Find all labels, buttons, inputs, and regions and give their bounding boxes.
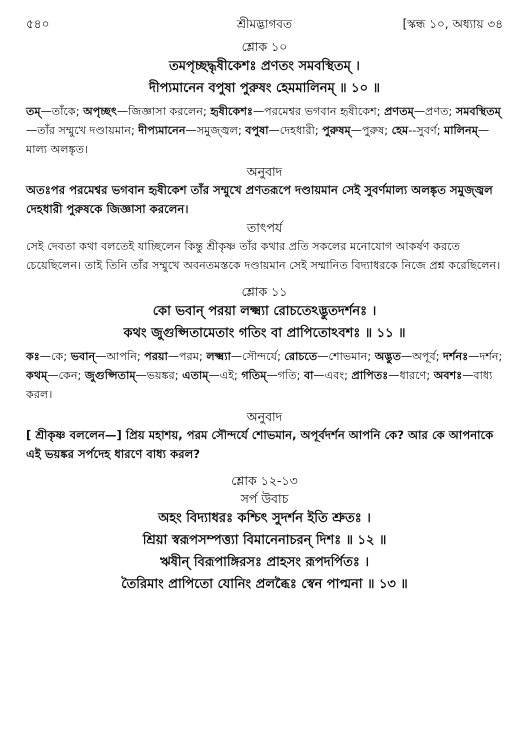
synonym-word: পুরুষম্ — [322, 124, 351, 137]
synonym-meaning: —জিজ্ঞাসা করলেন; — [116, 105, 211, 118]
synonym-word: জুগুপ্সিতাম্ — [84, 369, 136, 382]
verse-line: কথং জুগুপ্সিতামেতাং গতিং বা প্রাপিতোঽবশঃ ॥ ১১ ॥ — [123, 326, 406, 341]
synonym-word: রোচতে — [284, 350, 318, 363]
synonym-word: অবশঃ — [433, 369, 463, 382]
synonym-meaning: —ধারণে; — [388, 369, 434, 382]
synonym-meaning: —পরমেশ্বর ভগবান হৃষীকেশ; — [252, 105, 385, 118]
synonym-word: কঃ — [26, 350, 40, 363]
synonym-meaning: —পরম; — [167, 350, 207, 363]
synonym-word: পরয়া — [144, 350, 168, 363]
translation-label: অনুবাদ — [246, 409, 283, 424]
synonym-meaning: —কে; — [39, 350, 71, 363]
purport-label: তাৎপর্য — [246, 220, 283, 235]
synonym-word: লক্ষ্ম্যা — [206, 350, 231, 363]
synonym-meaning: —সৌন্দর্যে; — [230, 350, 285, 363]
synonym-meaning: —এই; — [208, 369, 242, 382]
synonym-word: ভবান্ — [70, 350, 96, 363]
verse-line: ঋষীন্ বিরূপাঙ্গিরসঃ প্রাহসং রূপদর্পিতঃ । — [159, 555, 369, 570]
synonym-word: অপৃচ্ছৎ — [83, 105, 117, 118]
synonym-word: তম্ — [26, 105, 41, 118]
verse-heading: শ্লোক ১২-১৩ — [231, 473, 298, 488]
synonym-word: কথম্ — [26, 369, 48, 382]
verse-line: কো ভবান্ পরয়া লক্ষ্ম্যা রোচতেঽদ্ভুতদর্শনঃ । — [152, 304, 377, 319]
verse-heading: শ্লোক ১০ — [241, 39, 288, 54]
synonym-meaning: —শোভমান; — [317, 350, 375, 363]
synonym-word: হৃষীকেশঃ — [210, 105, 253, 118]
page-number: ৫৪০ — [26, 17, 50, 31]
translation-text: [ শ্রীকৃষ্ণ বললেন—] প্রিয় মহাশয়, পরম সৌন্দর্যে শোভমান, অপূর্বদর্শন আপনি কে? আর কে আপনাকে এই ভয়ঙ্কর সর্পদেহ ধারণে বাধ্য করল? — [26, 428, 494, 461]
synonym-word: এতাম্ — [182, 369, 209, 382]
running-header — [26, 16, 503, 38]
verse-line: দীপ্যমানেন বপুষা পুরুষং হেমমালিনম্ ॥ ১০ ॥ — [149, 81, 380, 96]
synonym-word: হেম — [391, 124, 409, 137]
synonym-meaning: —আপনি; — [95, 350, 145, 363]
synonym-word: প্রণতম্ — [384, 105, 414, 118]
synonym-word: অদ্ভুত — [374, 350, 402, 363]
speaker-line: সর্প উবাচ — [240, 491, 289, 506]
verse-heading: শ্লোক ১১ — [241, 284, 288, 299]
synonym-meaning: —তাঁকে; — [40, 105, 84, 118]
synonym-meaning: —বাধ্য করল। — [26, 369, 493, 401]
synonym-meaning: —ভয়ঙ্কর; — [135, 369, 183, 382]
synonym-meaning: —দর্শন; — [468, 350, 503, 363]
translation-label: অনুবাদ — [246, 164, 283, 179]
synonym-word: সমবস্থিতম্ — [455, 105, 501, 118]
synonym-word: বা — [303, 369, 314, 382]
synonym-meaning: —তাঁর সম্মুখে দণ্ডায়মান; — [26, 124, 139, 137]
synonym-word: গতিম্ — [241, 369, 267, 382]
synonym-meaning: —অপূর্ব; — [401, 350, 444, 363]
synonym-meaning: --সুবর্ণ; — [408, 124, 445, 137]
translation-text: অতঃপর পরমেশ্বর ভগবান হৃষীকেশ তাঁর সম্মুখে প্রণতরূপে দণ্ডায়মান সেই সুবর্ণমাল্য অলঙ্কৃত সমুজ্জ্বল দেহধারী পুরুষকে জিজ্ঞাসা করলেন। — [26, 183, 493, 216]
synonym-meaning: —সমুজ্জ্বল; — [185, 124, 246, 137]
synonym-word: প্রাপিতঃ — [351, 369, 389, 382]
verse-line: অহং বিদ্যাধরঃ কশ্চিৎ সুদর্শন ইতি শ্রুতঃ । — [158, 511, 371, 526]
synonym-meaning: —পুরুষ; — [350, 124, 392, 137]
book-title: শ্রীমদ্ভাগবত — [236, 17, 292, 31]
purport-text: সেই দেবতা কথা বলতেই যাচ্ছিলেন কিন্তু শ্রীকৃষ্ণ তাঁর কথার প্রতি সকলের মনোযোগ আকর্ষণ করতে চেয়েছিলেন। তাই তিনি তাঁর সম্মুখে অবনতমস্তকে দণ্ডায়মান সেই সম্মানিত বিদ্যাধরকে নিজে প্রশ্ন করেছিলেন। — [26, 240, 501, 272]
synonym-word: দীপ্যমানেন — [138, 124, 186, 137]
synonyms-block — [26, 347, 503, 404]
synonym-meaning: —গতি; — [266, 369, 304, 382]
verse-line: শ্রিয়া স্বরূপসম্পত্ত্যা বিমানেনাচরন্ দিশঃ ॥ ১২ ॥ — [142, 533, 387, 548]
synonym-meaning: —এবং; — [313, 369, 352, 382]
synonyms-block — [26, 102, 503, 159]
verse-line: তৈরিমাং প্রাপিতো যোনিং প্রলব্ধৈঃ স্বেন পাপ্মনা ॥ ১৩ ॥ — [121, 577, 408, 592]
chapter-reference: [স্কন্ধ ১০, অধ্যায় ৩৪ — [402, 17, 503, 31]
synonym-meaning: —কেন; — [47, 369, 85, 382]
synonym-meaning: —মাল্য অলঙ্কৃত। — [26, 124, 490, 156]
synonym-meaning: —দেহধারী; — [268, 124, 323, 137]
synonym-meaning: —প্রণত; — [413, 105, 456, 118]
verse-line: তমপৃচ্ছদ্ধৃষীকেশঃ প্রণতং সমবস্থিতম্ । — [169, 59, 360, 74]
synonym-word: দর্শনঃ — [443, 350, 469, 363]
book-page — [0, 16, 527, 739]
synonym-word: মালিনম্ — [444, 124, 478, 137]
synonym-word: বপুষা — [245, 124, 269, 137]
